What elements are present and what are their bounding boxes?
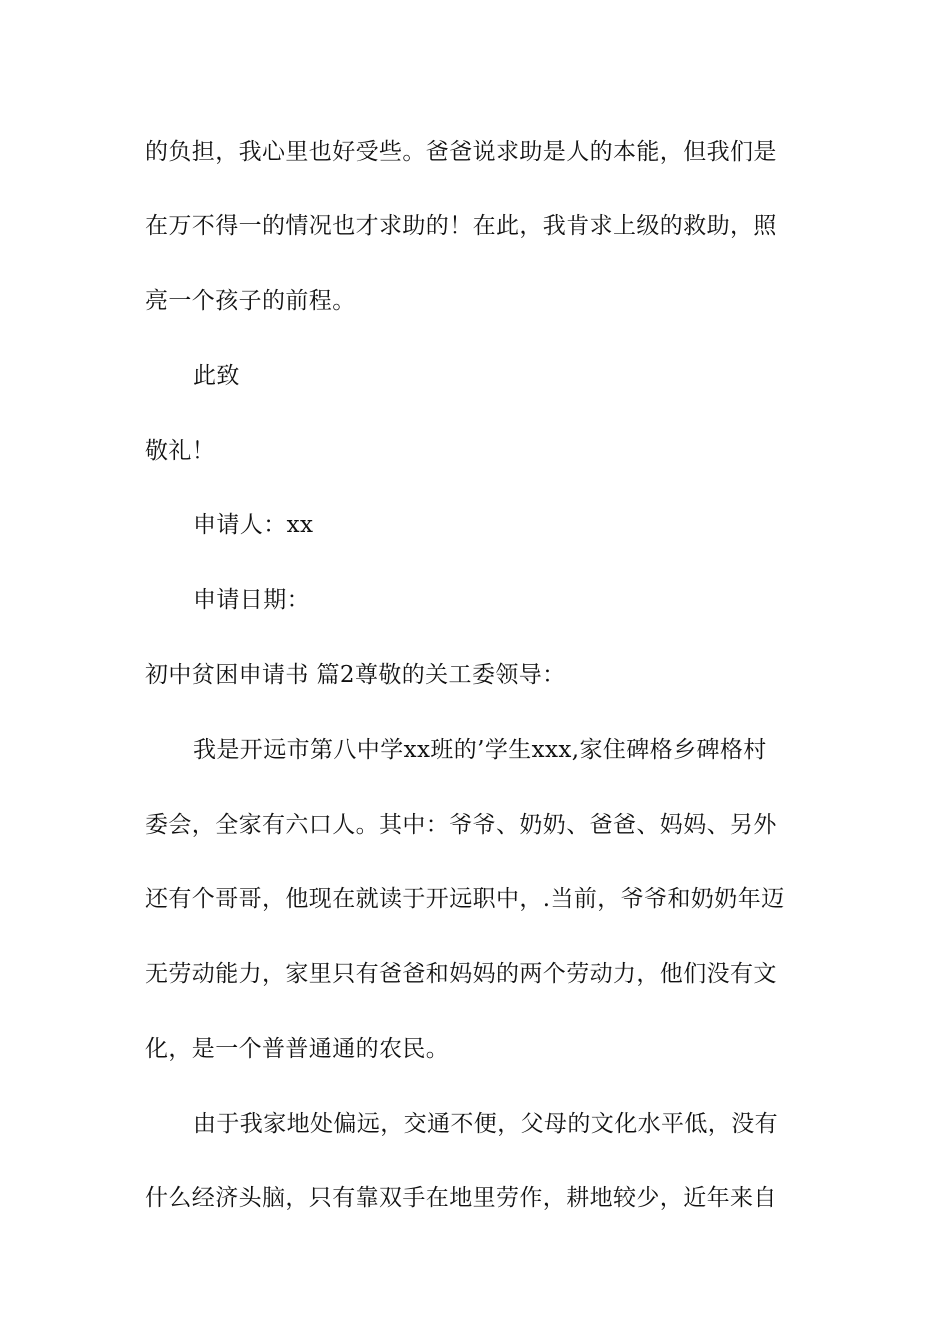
application-date: 申请日期： [193, 587, 310, 613]
applicant-name: 申请人：xx [193, 512, 314, 538]
body-text-line: 什么经济头脑，只有靠双手在地里劳作，耕地较少，近年来自 [145, 1185, 777, 1211]
body-text-line: 还有个哥哥，他现在就读于开远职中，.当前，爷爷和奶奶年迈 [145, 886, 785, 912]
body-text-line: 在万不得一的情况也才求助的！在此，我肯求上级的救助，照 [145, 213, 777, 239]
body-text-line: 的负担，我心里也好受些。爸爸说求助是人的本能，但我们是 [145, 139, 777, 165]
section-heading: 初中贫困申请书 篇2尊敬的关工委领导： [145, 662, 566, 688]
closing-salutation: 此致 [193, 363, 240, 389]
body-text-line: 我是开远市第八中学xx班的’学生xxx,家住碑格乡碑格村 [193, 737, 767, 763]
body-text-line: 委会，全家有六口人。其中：爷爷、奶奶、爸爸、妈妈、另外 [145, 812, 777, 838]
body-text-line: 由于我家地处偏远，交通不便，父母的文化水平低，没有 [193, 1111, 778, 1137]
closing-regards: 敬礼！ [145, 438, 216, 464]
body-text-line: 亮一个孩子的前程。 [145, 288, 356, 314]
body-text-line: 化，是一个普普通通的农民。 [145, 1036, 450, 1062]
body-text-line: 无劳动能力，家里只有爸爸和妈妈的两个劳动力，他们没有文 [145, 961, 777, 987]
